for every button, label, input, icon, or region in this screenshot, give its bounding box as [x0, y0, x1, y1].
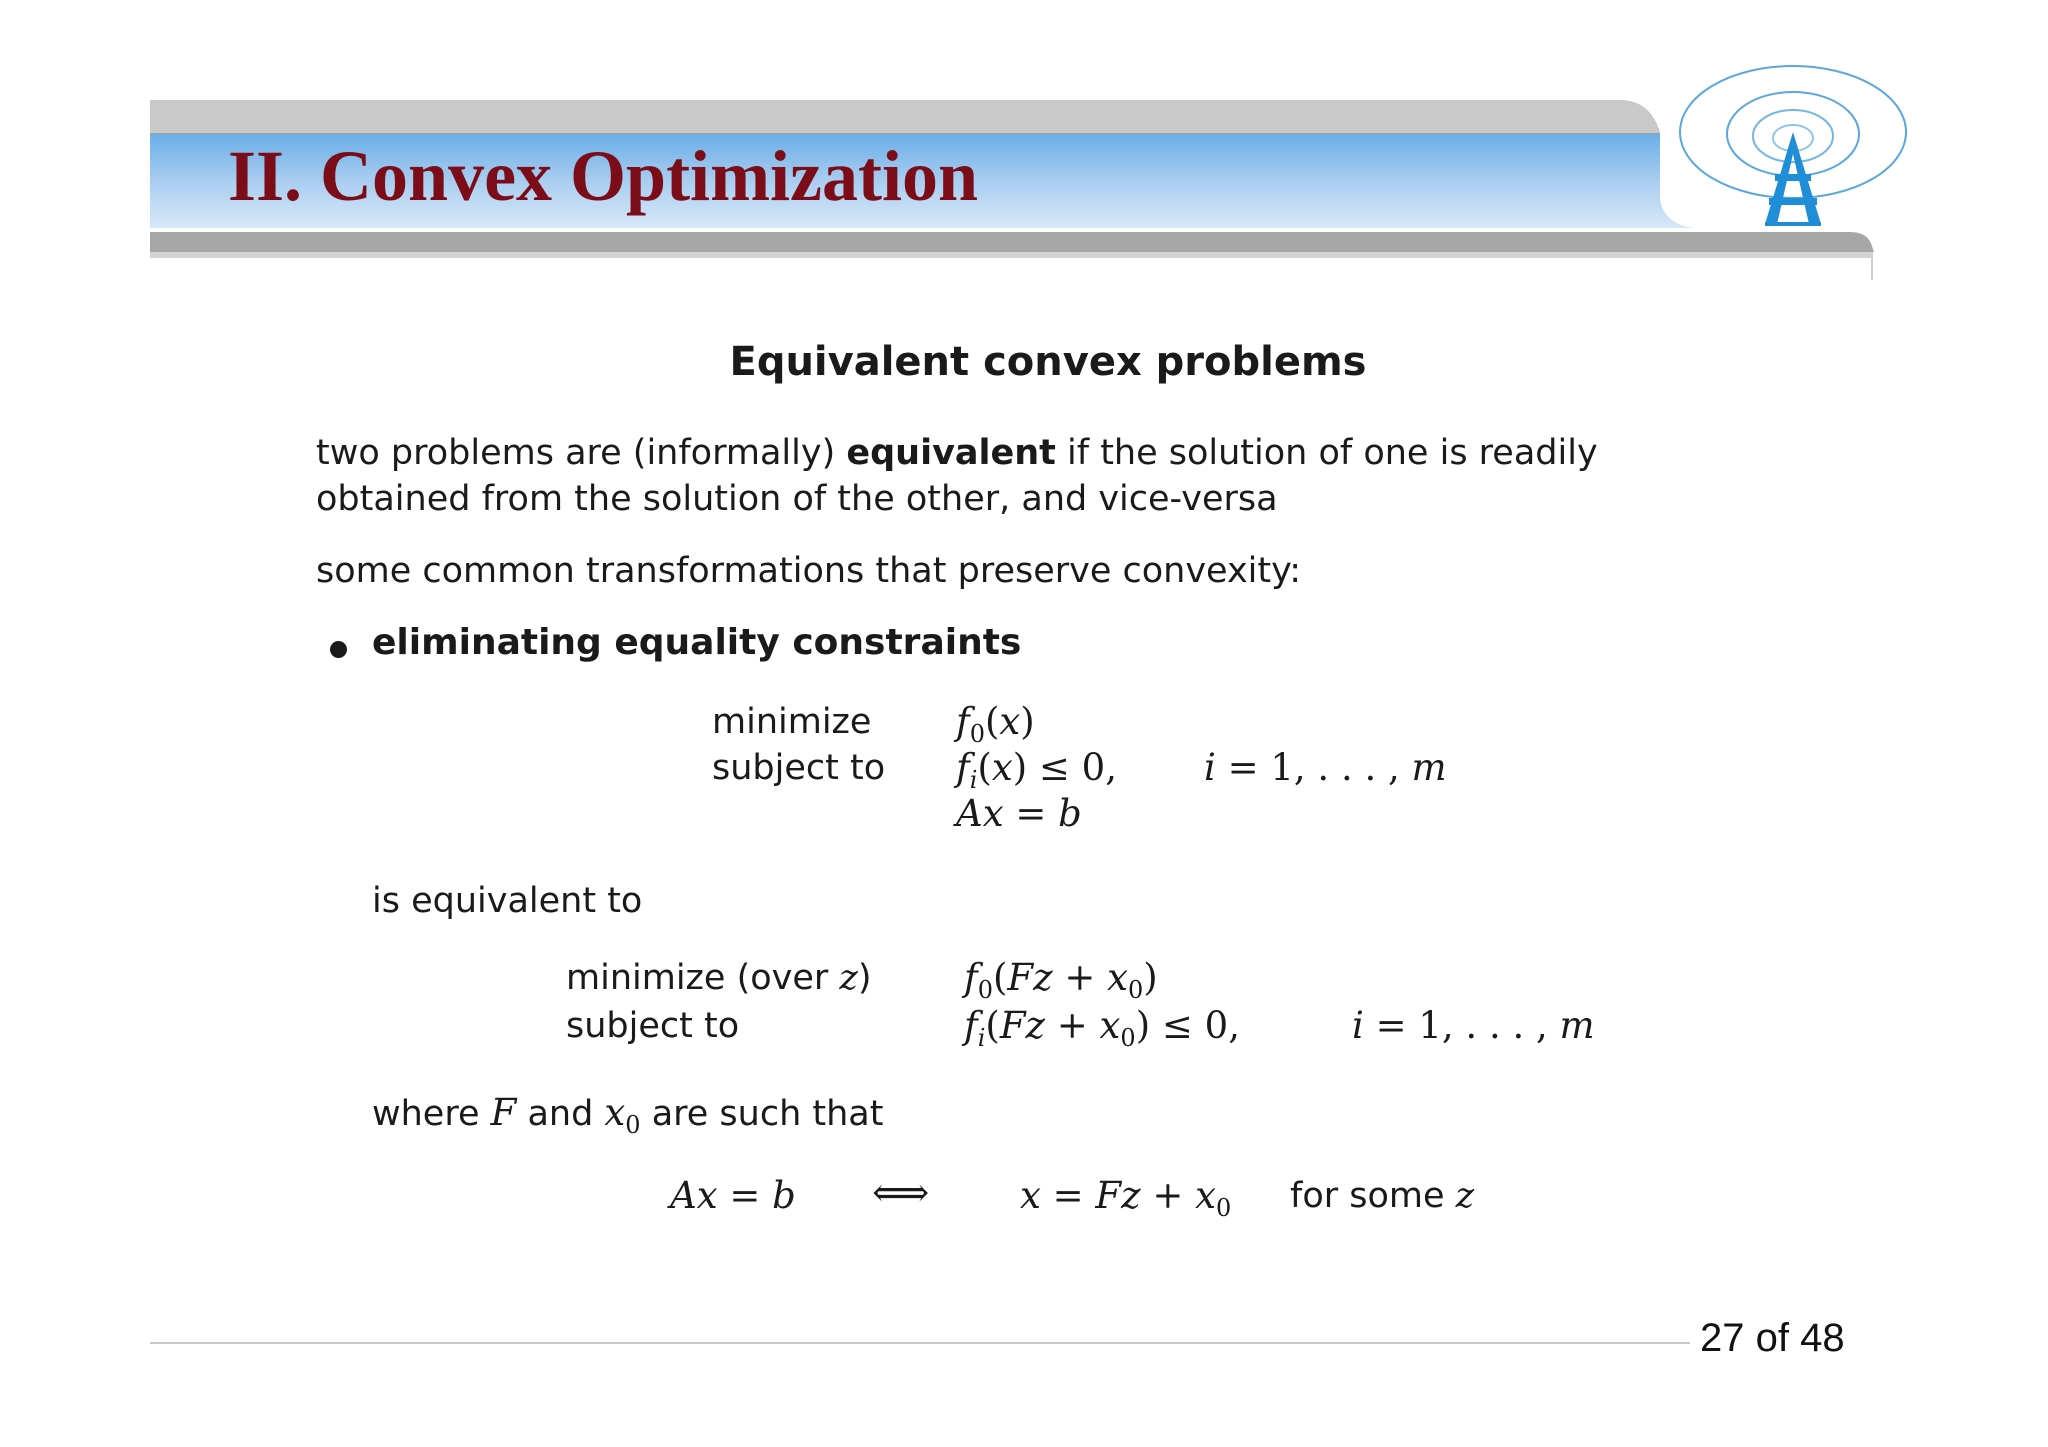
slide-title: II. Convex Optimization: [228, 136, 979, 216]
radio-tower-icon: [1665, 62, 1915, 232]
p1-constraint-2: Ax = b: [956, 792, 1082, 835]
p2-index-range: i = 1, . . . , m: [1352, 1004, 1595, 1047]
section-heading: Equivalent convex problems: [729, 339, 1367, 385]
where-text: where F and $x_0$ are such that: [372, 1091, 884, 1139]
p2-subject-label: subject to: [566, 1006, 740, 1046]
p1-minimize-label: minimize: [712, 702, 872, 742]
equivalent-to-text: is equivalent to: [372, 881, 643, 921]
p1-index-range: i = 1, . . . , m: [1204, 746, 1447, 789]
transformations-lead: some common transformations that preserve convexity:: [316, 551, 1302, 591]
intro-line-1-start: two problems are (informally): [316, 433, 847, 473]
footer-divider: [150, 1342, 1690, 1344]
bullet-dot: [330, 641, 347, 658]
intro-line-1-end: if the solution of one is readily: [1055, 433, 1598, 473]
p1-objective: $f_0(x)$: [956, 700, 1035, 748]
intro-line-1: [316, 430, 1598, 476]
p1-subject-label: subject to: [712, 748, 886, 788]
p2-minimize-label: minimize (over z): [566, 958, 872, 998]
equivalence-rhs: $x = Fz + x_0$: [1020, 1174, 1232, 1222]
equivalence-suffix: for some z: [1290, 1176, 1475, 1216]
equivalence-arrow: ⟺: [872, 1170, 930, 1216]
p1-constraint-1: $f_i(x) \le 0$,: [956, 746, 1117, 794]
p2-objective: $f_0(Fz + x_0)$: [964, 956, 1158, 1004]
page-number: 27 of 48: [1700, 1316, 1845, 1360]
bullet-heading: eliminating equality constraints: [372, 622, 1022, 663]
intro-keyword-equivalent: equivalent: [846, 433, 1056, 473]
p2-constraint-1: $f_i(Fz + x_0) \le 0$,: [964, 1004, 1240, 1052]
intro-line-2: obtained from the solution of the other, and vice-versa: [316, 479, 1278, 519]
equivalence-lhs: Ax = b: [670, 1174, 796, 1217]
